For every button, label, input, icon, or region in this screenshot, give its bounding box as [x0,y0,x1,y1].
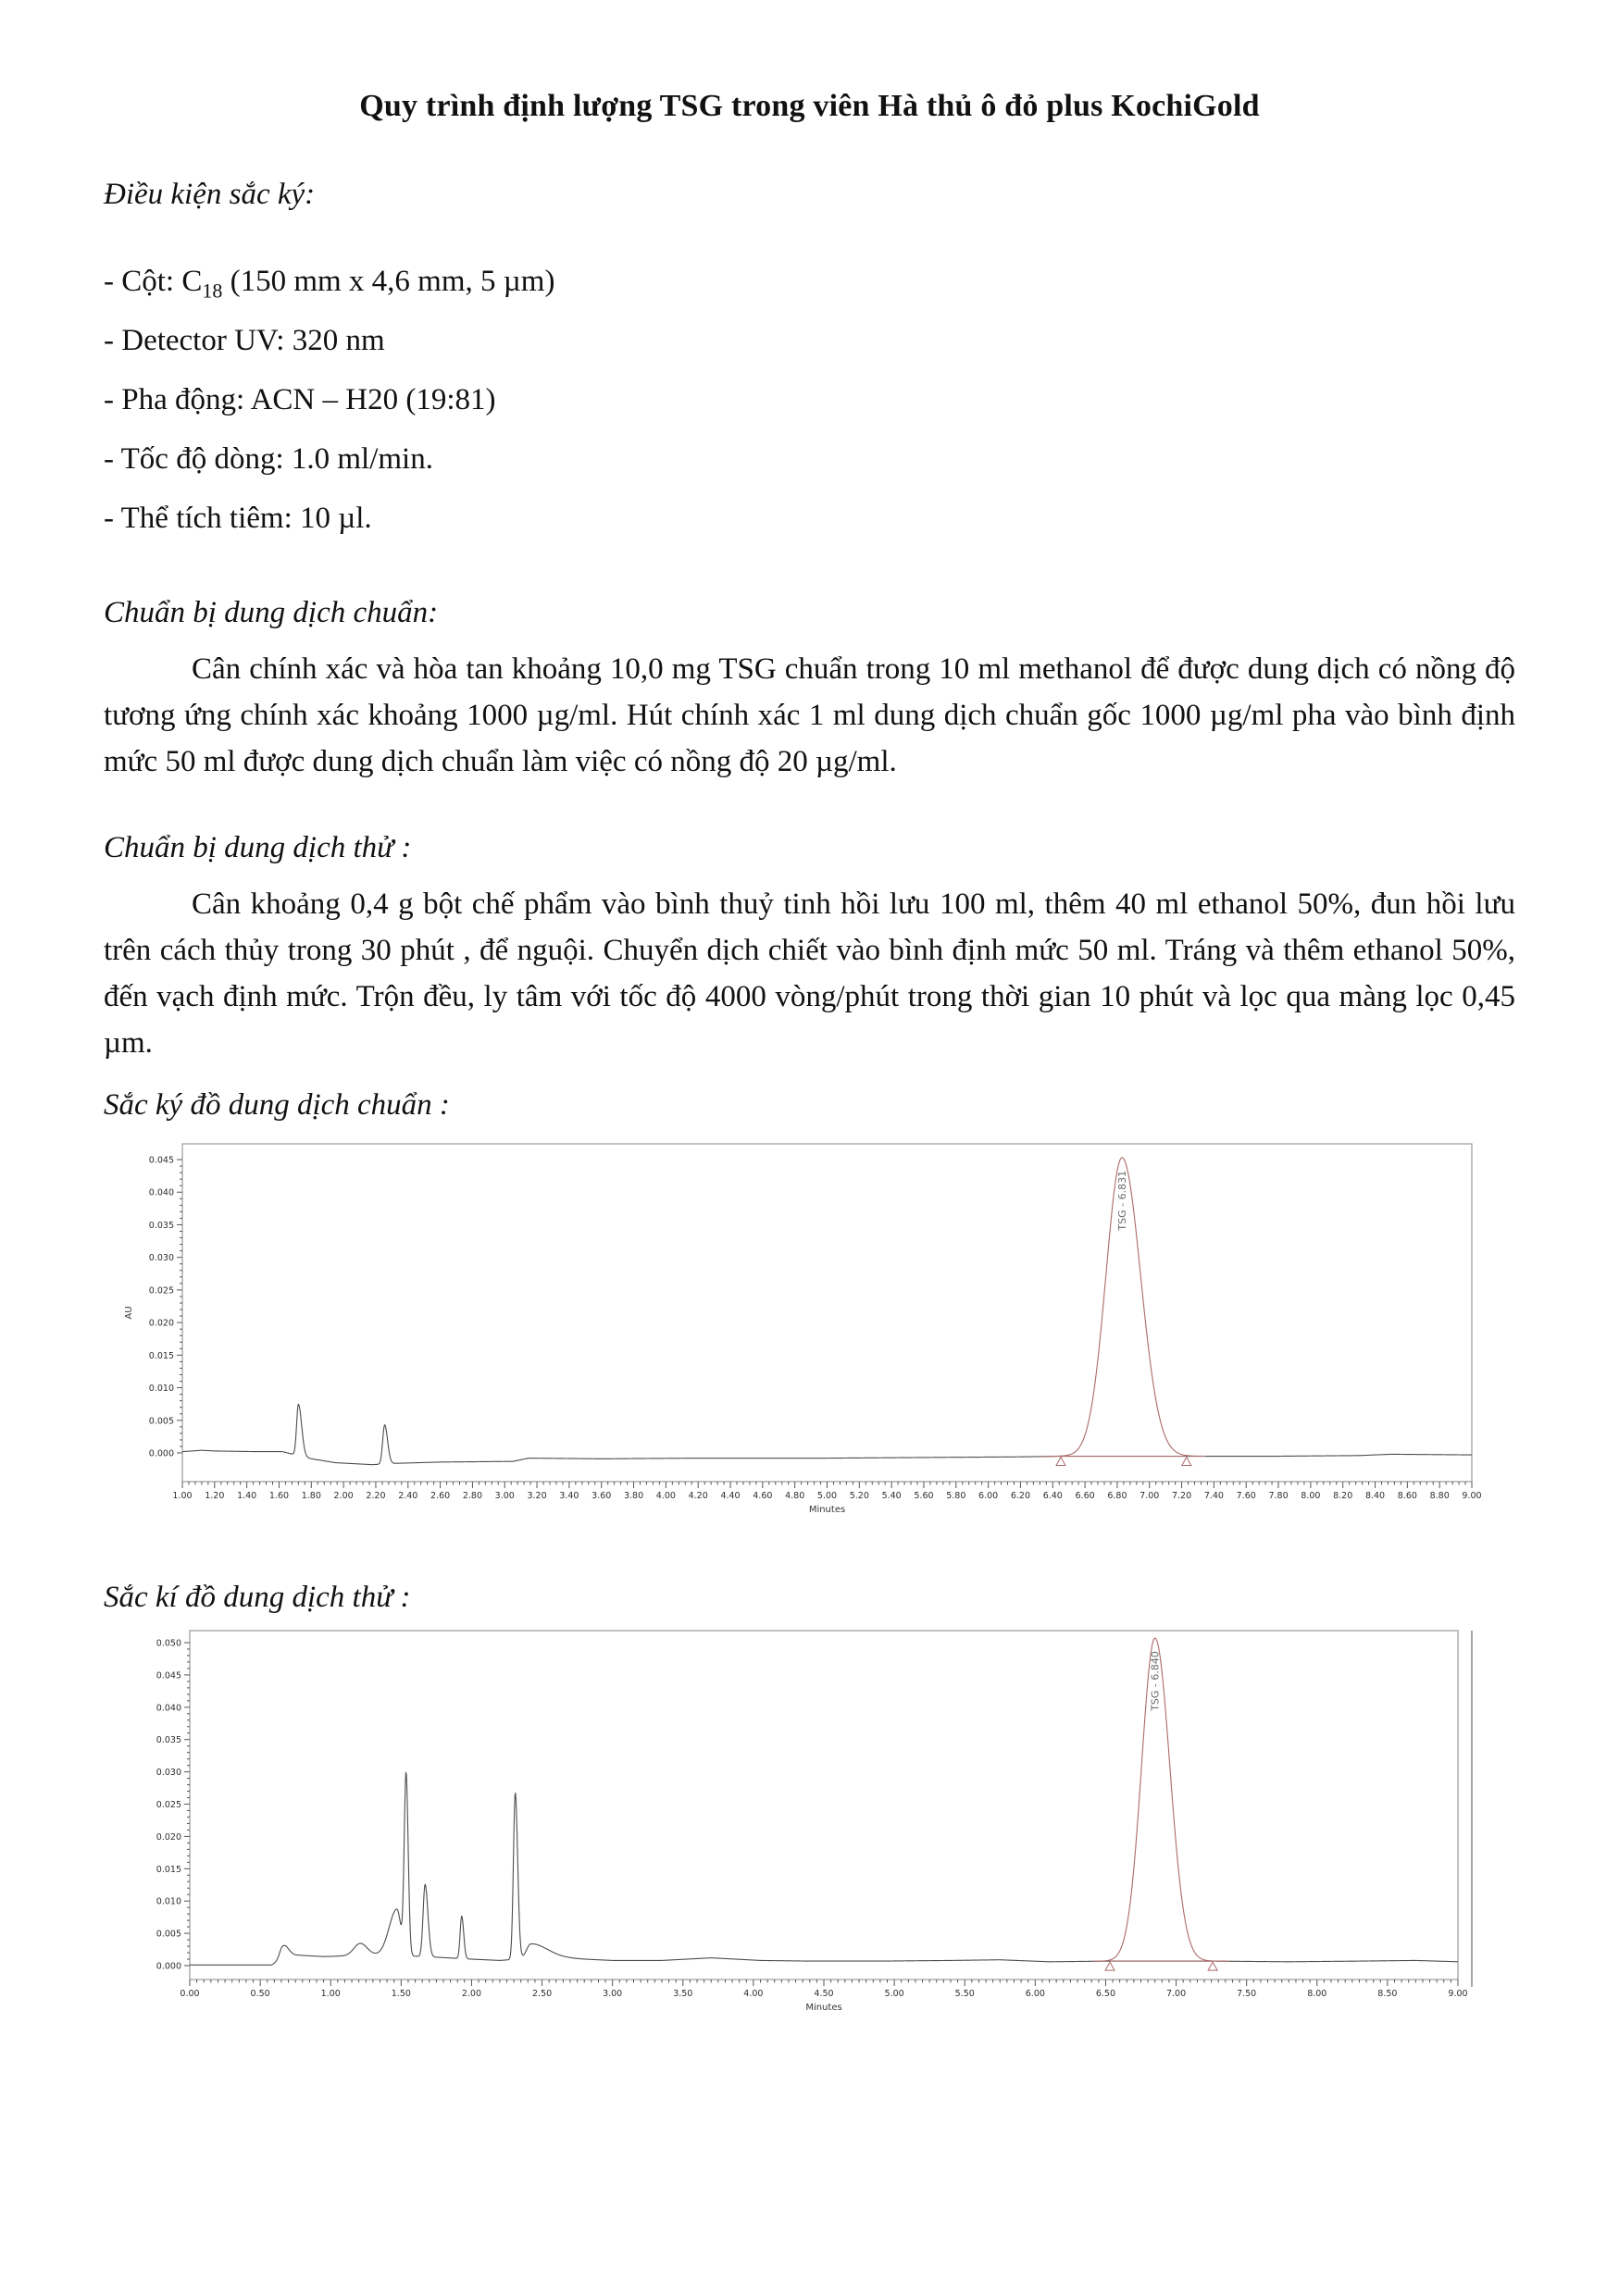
condition-column-pre: - Cột: C [104,265,203,298]
svg-text:8.00: 8.00 [1307,1989,1327,1999]
svg-text:7.40: 7.40 [1203,1491,1224,1501]
svg-text:4.50: 4.50 [814,1989,834,1999]
svg-text:7.50: 7.50 [1237,1989,1257,1999]
svg-text:2.00: 2.00 [461,1989,482,1999]
svg-text:5.00: 5.00 [884,1989,904,1999]
svg-text:5.80: 5.80 [946,1491,966,1501]
test-chromatogram [104,1625,1515,2062]
svg-text:8.60: 8.60 [1397,1491,1417,1501]
svg-text:0.025: 0.025 [148,1285,174,1297]
condition-item-flow-rate: - Tốc độ dòng: 1.0 ml/min. [104,442,433,476]
svg-text:4.60: 4.60 [753,1491,773,1501]
svg-text:5.40: 5.40 [881,1491,902,1501]
svg-text:6.00: 6.00 [1025,1989,1045,1999]
svg-text:8.50: 8.50 [1377,1989,1398,1999]
svg-text:5.60: 5.60 [914,1491,934,1501]
svg-text:9.00: 9.00 [1448,1989,1468,1999]
standard-chromatogram [104,1135,1515,1558]
condition-item-column [104,261,1515,302]
condition-column-post: (150 mm x 4,6 mm, 5 µm) [222,265,555,298]
svg-text:6.80: 6.80 [1107,1491,1127,1501]
svg-text:5.50: 5.50 [954,1989,975,1999]
test-chromatogram-svg [104,1625,1511,2062]
svg-text:0.045: 0.045 [148,1155,174,1166]
svg-text:3.40: 3.40 [559,1491,579,1501]
svg-text:AU: AU [124,1306,134,1320]
svg-text:8.80: 8.80 [1429,1491,1450,1501]
svg-text:TSG - 6.840: TSG - 6.840 [1149,1651,1162,1711]
svg-text:2.20: 2.20 [366,1491,386,1501]
svg-text:0.030: 0.030 [148,1253,174,1264]
standard-chromatogram-heading: Sắc ký đồ dung dịch chuẩn : [104,1088,450,1122]
svg-text:3.00: 3.00 [603,1989,623,1999]
svg-text:0.020: 0.020 [148,1318,174,1329]
svg-text:6.60: 6.60 [1075,1491,1095,1501]
svg-text:7.00: 7.00 [1140,1491,1160,1501]
svg-text:0.000: 0.000 [148,1448,174,1459]
svg-text:6.40: 6.40 [1042,1491,1063,1501]
svg-text:0.005: 0.005 [148,1416,174,1427]
svg-text:0.010: 0.010 [148,1384,174,1395]
svg-text:1.50: 1.50 [391,1989,411,1999]
svg-text:TSG - 6.831: TSG - 6.831 [1116,1170,1129,1231]
svg-text:1.00: 1.00 [320,1989,341,1999]
svg-text:0.045: 0.045 [156,1670,181,1682]
svg-text:4.80: 4.80 [785,1491,805,1501]
svg-text:8.00: 8.00 [1301,1491,1321,1501]
svg-text:4.40: 4.40 [720,1491,741,1501]
svg-text:0.025: 0.025 [156,1800,181,1810]
svg-text:0.015: 0.015 [148,1350,174,1361]
svg-text:4.20: 4.20 [688,1491,708,1501]
svg-text:Minutes: Minutes [808,1505,846,1515]
svg-text:4.00: 4.00 [743,1989,764,1999]
svg-text:3.50: 3.50 [673,1989,693,1999]
condition-column-subscript: 18 [202,279,223,303]
conditions-heading: Điều kiện sắc ký: [104,178,316,211]
svg-text:1.00: 1.00 [172,1491,193,1501]
svg-text:2.80: 2.80 [462,1491,483,1501]
svg-text:7.80: 7.80 [1268,1491,1289,1501]
svg-text:0.00: 0.00 [180,1989,200,1999]
svg-text:1.60: 1.60 [268,1491,290,1501]
condition-item-injection-volume: - Thể tích tiêm: 10 µl. [104,502,372,535]
standard-chromatogram-svg [104,1135,1511,1558]
svg-text:2.00: 2.00 [333,1491,354,1501]
svg-text:6.50: 6.50 [1095,1989,1116,1999]
svg-text:7.60: 7.60 [1236,1491,1256,1501]
test-prep-heading: Chuẩn bị dung dịch thử : [104,831,412,864]
svg-text:1.40: 1.40 [237,1491,257,1501]
svg-text:0.035: 0.035 [148,1220,174,1231]
svg-text:0.030: 0.030 [156,1768,181,1779]
svg-text:3.20: 3.20 [527,1491,547,1501]
svg-text:3.80: 3.80 [623,1491,644,1501]
svg-text:7.00: 7.00 [1165,1989,1187,1999]
standard-prep-heading: Chuẩn bị dung dịch chuẩn: [104,596,439,629]
condition-item-mobile-phase: - Pha động: ACN – H20 (19:81) [104,383,496,416]
svg-text:0.010: 0.010 [156,1896,181,1907]
svg-text:0.040: 0.040 [148,1187,174,1198]
svg-text:2.40: 2.40 [398,1491,418,1501]
svg-text:0.000: 0.000 [156,1961,181,1972]
svg-text:3.00: 3.00 [494,1491,515,1501]
svg-text:2.50: 2.50 [531,1989,553,1999]
svg-text:0.050: 0.050 [156,1638,181,1649]
svg-text:6.20: 6.20 [1010,1491,1031,1501]
document-title: Quy trình định lượng TSG trong viên Hà thủ ô đỏ plus KochiGold [359,89,1260,123]
svg-text:4.00: 4.00 [655,1491,676,1501]
svg-text:1.80: 1.80 [301,1491,321,1501]
svg-text:6.00: 6.00 [978,1491,999,1501]
svg-text:0.035: 0.035 [156,1735,181,1746]
svg-text:0.020: 0.020 [156,1831,181,1843]
svg-text:0.015: 0.015 [156,1864,181,1875]
test-chromatogram-heading: Sắc kí đồ dung dịch thử : [104,1581,411,1614]
standard-prep-paragraph: Cân chính xác và hòa tan khoảng 10,0 mg TSG chuẩn trong 10 ml methanol để được dung dịch có nồng độ tương ứng chính xác khoảng 1000 µg/ml. Hút chính xác 1 ml dung dịch chuẩn gốc 1000 µg/ml pha vào bình định mức 50 ml được dung dịch chuẩn làm việc có nồng độ 20 µg/ml. [104,652,1515,778]
condition-item-detector: - Detector UV: 320 nm [104,324,385,357]
svg-text:5.20: 5.20 [849,1491,869,1501]
svg-text:7.20: 7.20 [1171,1491,1192,1501]
svg-text:0.50: 0.50 [250,1989,270,1999]
svg-text:8.40: 8.40 [1364,1491,1386,1501]
svg-text:0.040: 0.040 [156,1703,181,1714]
svg-text:5.00: 5.00 [816,1491,838,1501]
svg-text:0.005: 0.005 [156,1929,181,1940]
test-prep-paragraph: Cân khoảng 0,4 g bột chế phẩm vào bình thuỷ tinh hồi lưu 100 ml, thêm 40 ml ethanol 50%, đun hồi lưu trên cách thủy trong 30 phút , để nguội. Chuyển dịch chiết vào bình định mức 50 ml. Tráng và thêm ethanol 50%, đến vạch định mức. Trộn đều, ly tâm với tốc độ 4000 vòng/phút trong thời gian 10 phút và lọc qua màng lọc 0,45 µm. [104,887,1515,1060]
svg-text:8.20: 8.20 [1333,1491,1353,1501]
svg-text:1.20: 1.20 [205,1491,225,1501]
svg-text:Minutes: Minutes [805,2003,842,2013]
svg-text:3.60: 3.60 [592,1491,612,1501]
svg-text:2.60: 2.60 [430,1491,451,1501]
svg-text:9.00: 9.00 [1462,1491,1482,1501]
